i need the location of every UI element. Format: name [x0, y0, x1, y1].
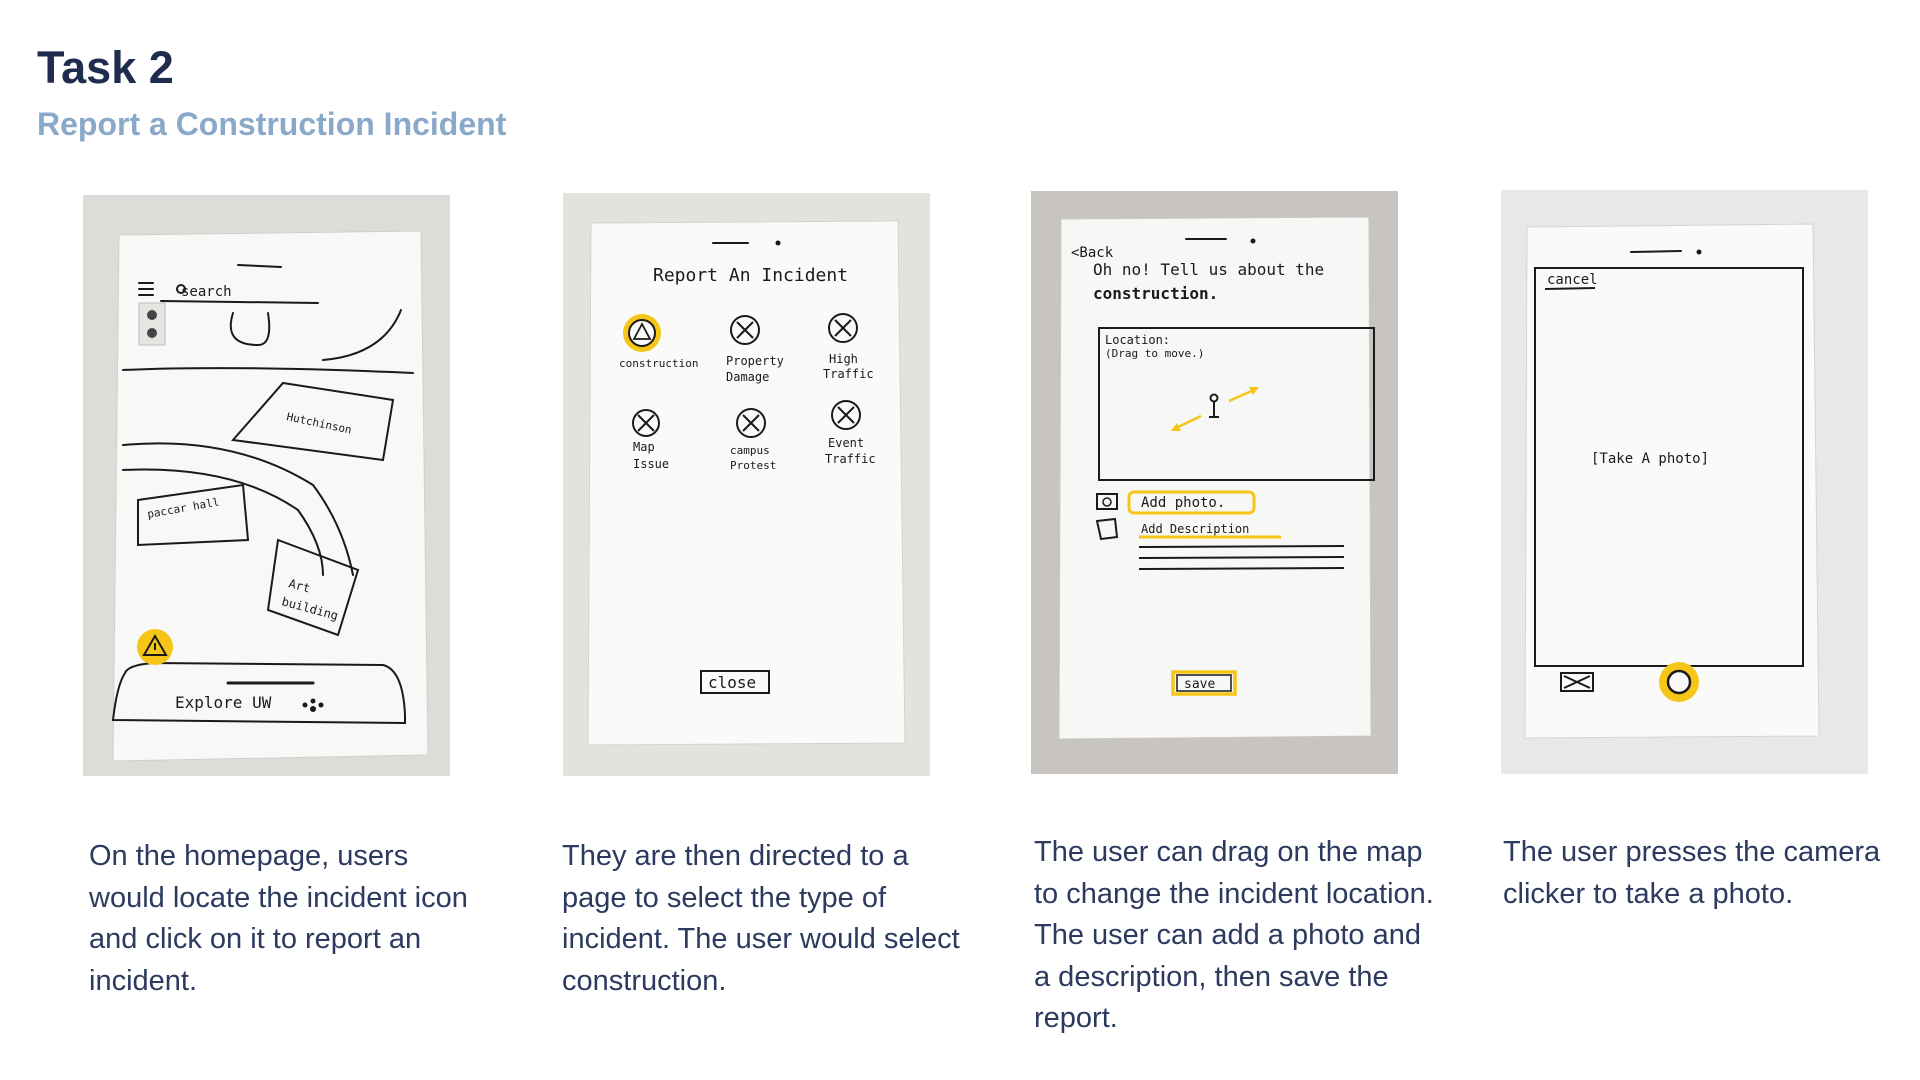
sketch-photo-camera [1501, 190, 1868, 774]
add-photo-label: Add photo. [1141, 495, 1226, 511]
step-description-1: On the homepage, users would locate the incident icon and click on it to report an incident. [89, 840, 468, 997]
camera-shutter-button[interactable] [1659, 662, 1699, 702]
paccar-label: paccar hall [146, 495, 221, 521]
explore-bar-label: Explore UW [175, 693, 272, 712]
search-label: search [181, 284, 232, 300]
page-title: Task 2 [37, 42, 174, 93]
sketch-photo-homepage [83, 195, 450, 776]
back-link[interactable]: <Back [1071, 245, 1114, 261]
option-label: Event [828, 436, 865, 450]
take-photo-label: [Take A photo] [1591, 451, 1710, 467]
cancel-button[interactable] [1545, 272, 1598, 289]
location-label-2: (Drag to move.) [1105, 347, 1205, 360]
option-label: High [829, 352, 858, 366]
hutchinson-label: Hutchinson [285, 410, 353, 437]
option-label: Map [633, 440, 655, 454]
sketch-photo-construction-details [1031, 191, 1398, 774]
location-label-1: Location: [1105, 333, 1171, 347]
step-description-3: The user can drag on the map to change the incident location. The user can add a photo and a description, then save the report. [1034, 836, 1434, 1034]
option-label: Issue [633, 457, 670, 471]
option-label: Damage [726, 370, 770, 384]
page-subtitle: Report a Construction Incident [37, 106, 507, 142]
art-label-1: Art [287, 576, 312, 596]
art-label-2: building [280, 594, 340, 623]
close-label: close [708, 673, 757, 692]
step-description-4: The user presses the camera clicker to take a photo. [1503, 836, 1881, 910]
sketch-photo-report-incident [563, 193, 930, 776]
option-label: Traffic [823, 367, 874, 381]
cancel-label: cancel [1547, 272, 1598, 288]
option-label: construction [619, 357, 699, 370]
add-description-label: Add Description [1141, 522, 1250, 536]
report-heading: Report An Incident [653, 265, 849, 286]
option-label: Property [726, 354, 784, 368]
option-label: Protest [730, 459, 777, 472]
detail-heading-1: Oh no! Tell us about the [1093, 260, 1325, 279]
option-label: Traffic [825, 452, 876, 466]
option-label: campus [730, 444, 770, 457]
step-description-2: They are then directed to a page to select the type of incident. The user would select construction. [562, 840, 960, 997]
save-label: save [1184, 677, 1216, 692]
detail-heading-2: construction. [1093, 284, 1219, 303]
incident-icon[interactable] [137, 629, 173, 665]
